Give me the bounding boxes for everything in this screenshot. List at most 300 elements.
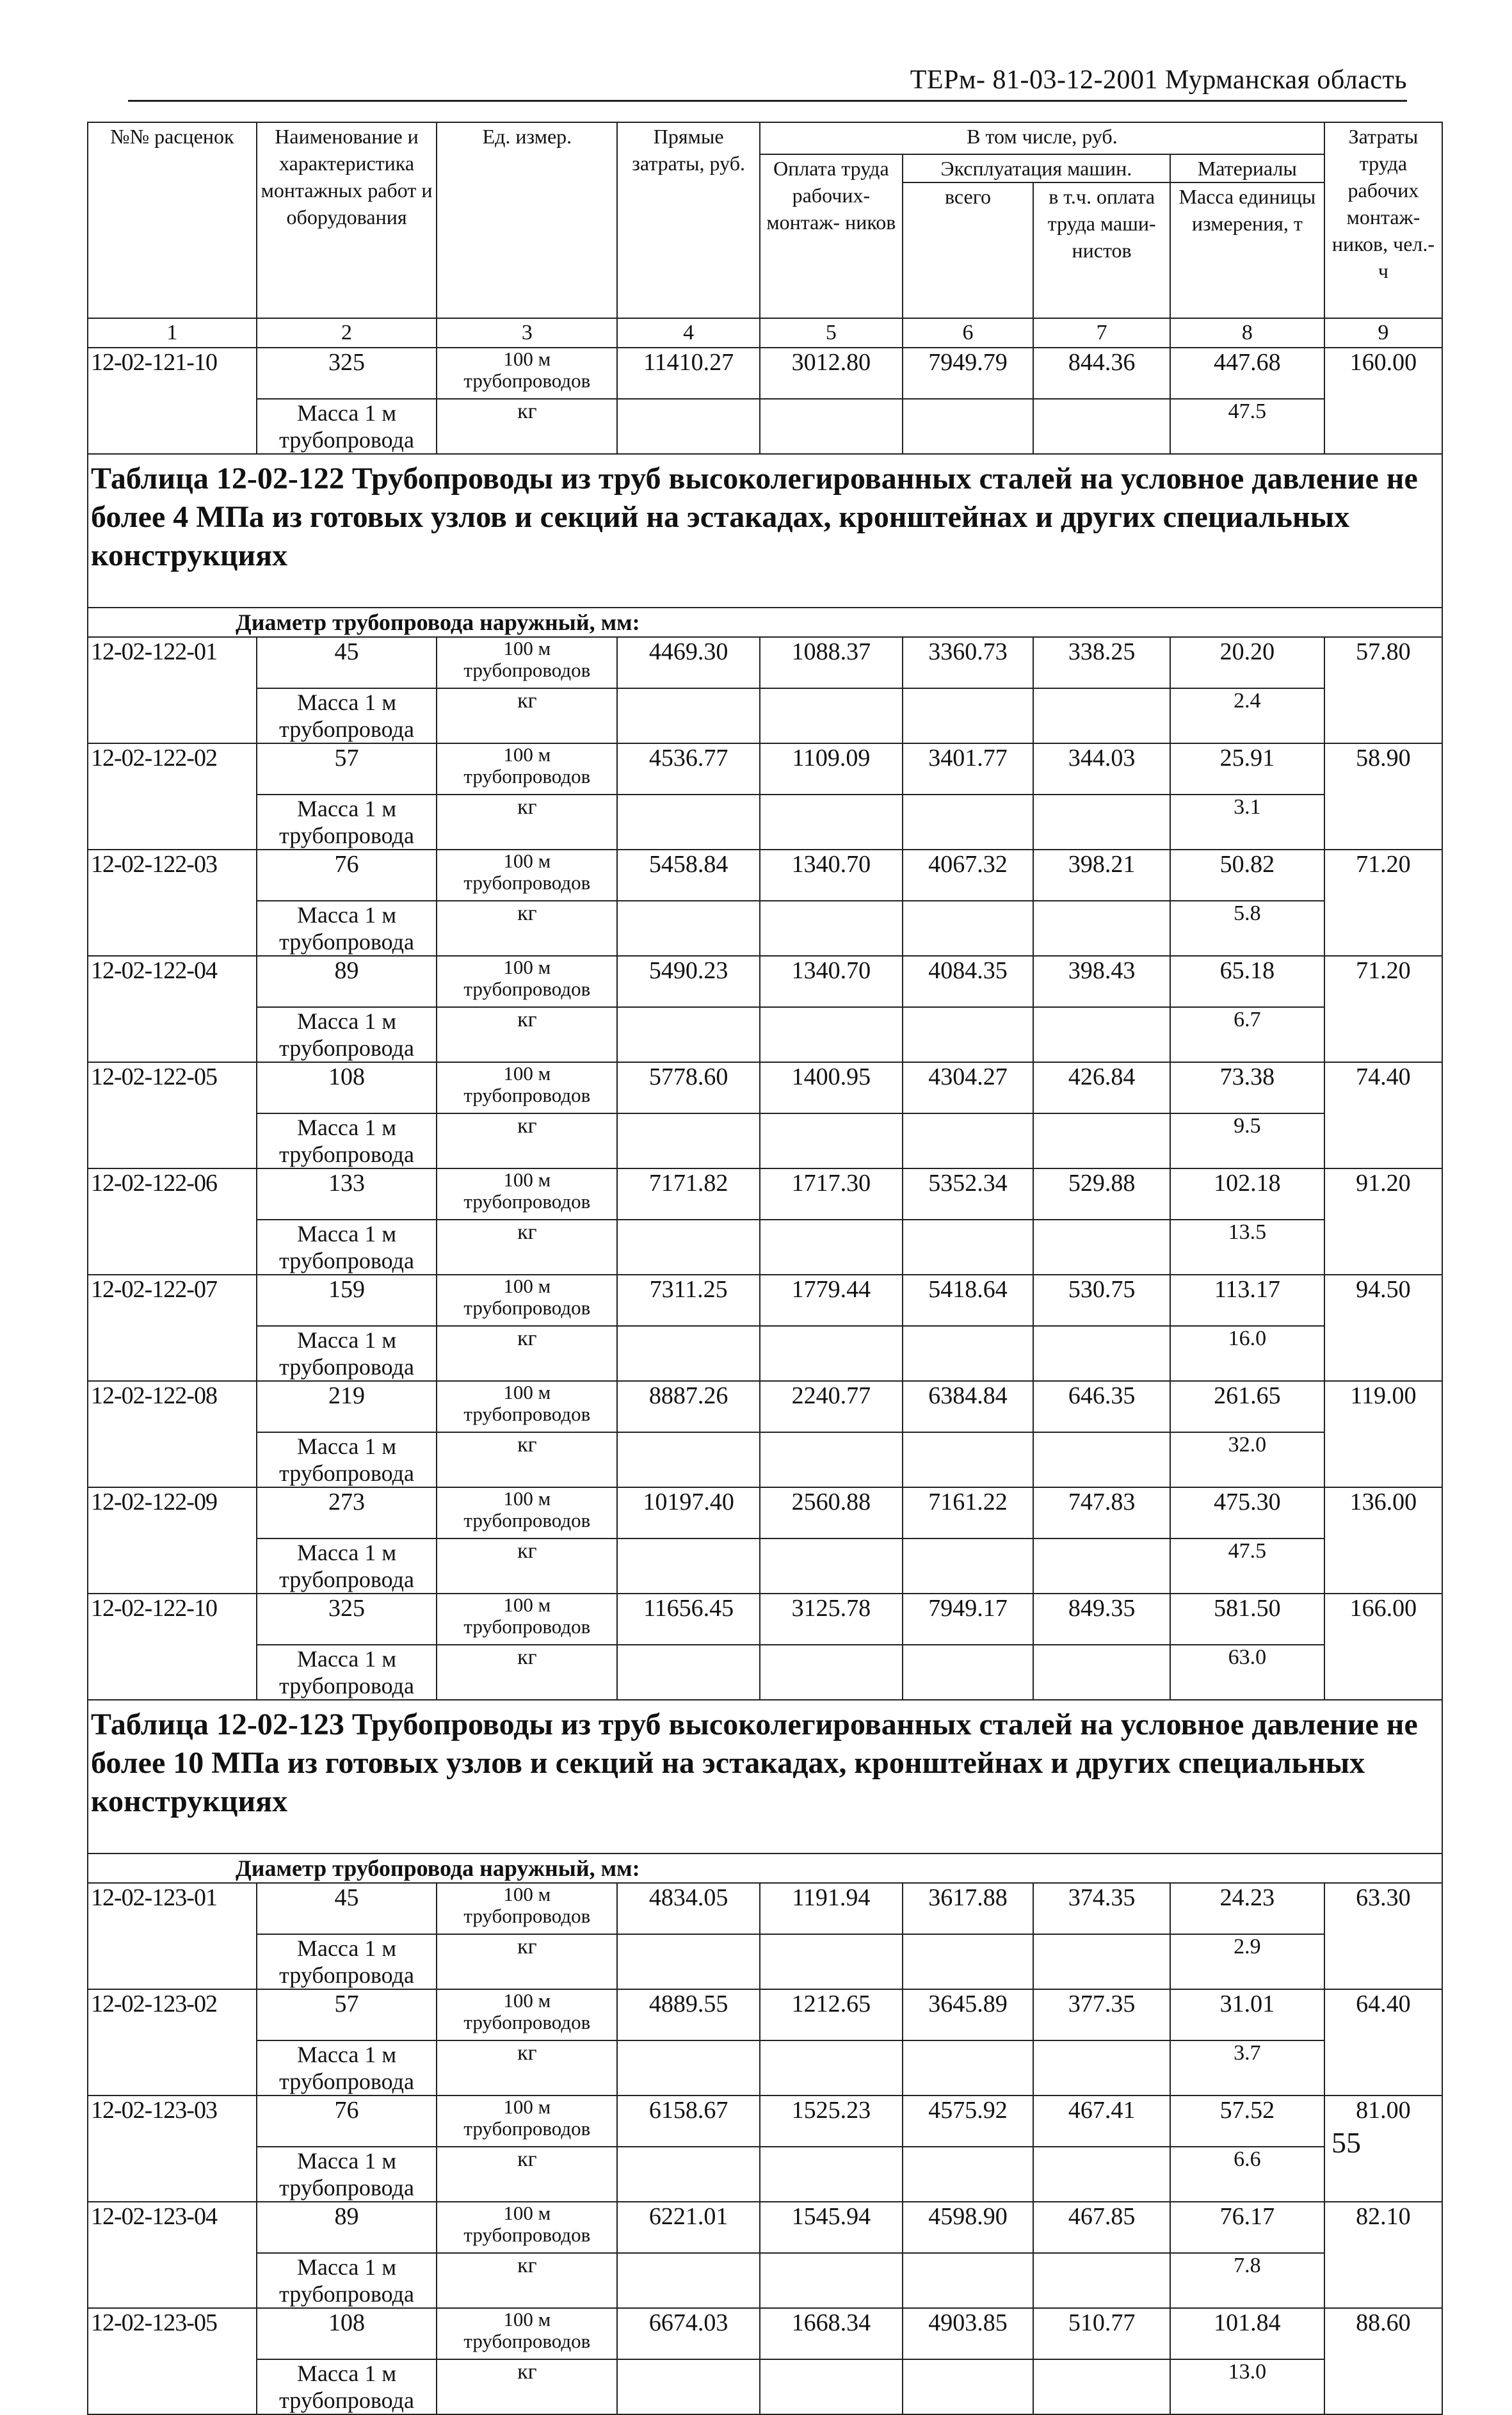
labor: 63.30: [1324, 1883, 1442, 1989]
empty-cell: [1033, 2040, 1170, 2096]
machines-total: 3360.73: [903, 637, 1034, 688]
machines-total: 3617.88: [903, 1883, 1034, 1934]
empty-cell: [760, 688, 903, 743]
mass-unit: кг: [437, 1007, 617, 1062]
col-labor-header: Затраты труда рабочих монтаж- ников, чел.-ч: [1324, 122, 1442, 318]
machines-wages: 849.35: [1033, 1594, 1170, 1645]
rate-code: 12-02-122-10: [88, 1594, 257, 1700]
machines-wages: 377.35: [1033, 1989, 1170, 2040]
machines-total: 4903.85: [903, 2308, 1034, 2359]
empty-cell: [903, 2359, 1034, 2414]
mass-unit: кг: [437, 795, 617, 850]
mass-label: Масса 1 м трубопровода: [257, 901, 437, 956]
table-row: [88, 1487, 1442, 1539]
empty-cell: [617, 1220, 760, 1275]
labor: 94.50: [1324, 1275, 1442, 1381]
mass-unit: кг: [437, 1432, 617, 1487]
empty-cell: [617, 1539, 760, 1594]
table-row: [88, 1168, 1442, 1220]
machines-total: 7949.17: [903, 1594, 1034, 1645]
materials: 73.38: [1170, 1062, 1324, 1113]
rate-unit: 100 м трубопроводов: [437, 2096, 617, 2147]
direct-costs: 5458.84: [617, 850, 760, 901]
empty-cell: [617, 2147, 760, 2202]
mass-value: 2.4: [1170, 688, 1324, 743]
empty-cell: [903, 1432, 1034, 1487]
wages: 1779.44: [760, 1275, 903, 1326]
direct-costs: 6674.03: [617, 2308, 760, 2359]
labor: 74.40: [1324, 1062, 1442, 1168]
rate-unit: 100 м трубопроводов: [437, 1487, 617, 1539]
rate-name: 57: [257, 1989, 437, 2040]
direct-costs: 7311.25: [617, 1275, 760, 1326]
empty-cell: [1033, 1539, 1170, 1594]
direct-costs: 5778.60: [617, 1062, 760, 1113]
labor: 82.10: [1324, 2202, 1442, 2308]
materials: 20.20: [1170, 637, 1324, 688]
col-wages-header: Оплата труда рабочих-монтаж- ников: [760, 154, 903, 318]
rate-name: 45: [257, 637, 437, 688]
empty-cell: [903, 1934, 1034, 1989]
table-row: [88, 1275, 1442, 1326]
column-number: 4: [617, 318, 760, 348]
column-number: 8: [1170, 318, 1324, 348]
mass-unit: кг: [437, 1220, 617, 1275]
rate-name: 108: [257, 2308, 437, 2359]
rate-name: 45: [257, 1883, 437, 1934]
empty-cell: [1033, 1007, 1170, 1062]
materials: 581.50: [1170, 1594, 1324, 1645]
col-machines-header: Эксплуатация машин.: [903, 154, 1170, 182]
mass-value: 3.1: [1170, 795, 1324, 850]
direct-costs: 7171.82: [617, 1168, 760, 1220]
empty-cell: [760, 2359, 903, 2414]
table-row: [88, 1883, 1442, 1934]
empty-cell: [903, 2040, 1034, 2096]
table-row: [88, 348, 1442, 399]
mass-label: Масса 1 м трубопровода: [257, 795, 437, 850]
empty-cell: [1033, 2359, 1170, 2414]
empty-cell: [903, 1645, 1034, 1700]
materials: 102.18: [1170, 1168, 1324, 1220]
direct-costs: 10197.40: [617, 1487, 760, 1539]
mass-label: Масса 1 м трубопровода: [257, 2040, 437, 2096]
rate-code: 12-02-122-07: [88, 1275, 257, 1381]
mass-row: [88, 1539, 1442, 1594]
rate-name: 273: [257, 1487, 437, 1539]
mass-row: [88, 1326, 1442, 1381]
labor: 91.20: [1324, 1168, 1442, 1275]
labor: 64.40: [1324, 1989, 1442, 2096]
machines-total: 7949.79: [903, 348, 1034, 399]
wages: 3012.80: [760, 348, 903, 399]
rate-name: 133: [257, 1168, 437, 1220]
rate-unit: 100 м трубопроводов: [437, 637, 617, 688]
empty-cell: [903, 1113, 1034, 1168]
mass-label: Масса 1 м трубопровода: [257, 1113, 437, 1168]
rate-unit: 100 м трубопроводов: [437, 850, 617, 901]
direct-costs: 11656.45: [617, 1594, 760, 1645]
mass-row: [88, 688, 1442, 743]
mass-row: [88, 1645, 1442, 1700]
empty-cell: [903, 795, 1034, 850]
mass-row: [88, 1934, 1442, 1989]
table-section: [88, 454, 1442, 1700]
empty-cell: [1033, 2147, 1170, 2202]
rate-unit: 100 м трубопроводов: [437, 1275, 617, 1326]
mass-value: 7.8: [1170, 2253, 1324, 2308]
empty-cell: [760, 1220, 903, 1275]
empty-cell: [1033, 1326, 1170, 1381]
labor: 71.20: [1324, 850, 1442, 956]
table-section: [88, 1700, 1442, 2414]
machines-wages: 844.36: [1033, 348, 1170, 399]
rate-unit: 100 м трубопроводов: [437, 1594, 617, 1645]
empty-cell: [1033, 1934, 1170, 1989]
table-row: [88, 637, 1442, 688]
column-number: 7: [1033, 318, 1170, 348]
mass-value: 2.9: [1170, 1934, 1324, 1989]
labor: 160.00: [1324, 348, 1442, 454]
machines-total: 4575.92: [903, 2096, 1034, 2147]
machines-total: 5352.34: [903, 1168, 1034, 1220]
rate-name: 76: [257, 850, 437, 901]
rate-name: 219: [257, 1381, 437, 1432]
column-numbers-row: [88, 318, 1442, 348]
empty-cell: [760, 1645, 903, 1700]
labor: 81.00: [1324, 2096, 1442, 2202]
labor: 58.90: [1324, 743, 1442, 850]
materials: 31.01: [1170, 1989, 1324, 2040]
table-row: [88, 1989, 1442, 2040]
materials: 113.17: [1170, 1275, 1324, 1326]
rate-unit: 100 м трубопроводов: [437, 1062, 617, 1113]
mass-label: Масса 1 м трубопровода: [257, 1539, 437, 1594]
table-row: [88, 2202, 1442, 2253]
empty-cell: [760, 1326, 903, 1381]
mass-value: 47.5: [1170, 399, 1324, 454]
mass-row: [88, 1432, 1442, 1487]
diameter-subheading: Диаметр трубопровода наружный, мм:: [88, 1854, 1442, 1883]
mass-value: 6.7: [1170, 1007, 1324, 1062]
empty-cell: [617, 2040, 760, 2096]
empty-cell: [760, 1934, 903, 1989]
rate-name: 89: [257, 2202, 437, 2253]
rate-code: 12-02-122-08: [88, 1381, 257, 1487]
empty-cell: [617, 2359, 760, 2414]
mass-unit: кг: [437, 399, 617, 454]
mass-value: 9.5: [1170, 1113, 1324, 1168]
machines-wages: 529.88: [1033, 1168, 1170, 1220]
mass-unit: кг: [437, 1539, 617, 1594]
mass-label: Масса 1 м трубопровода: [257, 2359, 437, 2414]
empty-cell: [760, 901, 903, 956]
materials: 24.23: [1170, 1883, 1324, 1934]
mass-label: Масса 1 м трубопровода: [257, 399, 437, 454]
mass-value: 13.5: [1170, 1220, 1324, 1275]
mass-label: Масса 1 м трубопровода: [257, 1326, 437, 1381]
wages: 1525.23: [760, 2096, 903, 2147]
direct-costs: 4536.77: [617, 743, 760, 795]
rate-unit: 100 м трубопроводов: [437, 348, 617, 399]
rate-code: 12-02-123-01: [88, 1883, 257, 1989]
rate-unit: 100 м трубопроводов: [437, 743, 617, 795]
machines-total: 4304.27: [903, 1062, 1034, 1113]
table-row: [88, 2308, 1442, 2359]
machines-total: 4084.35: [903, 956, 1034, 1007]
table-row: [88, 743, 1442, 795]
empty-cell: [760, 2147, 903, 2202]
rate-code: 12-02-122-01: [88, 637, 257, 743]
mass-row: [88, 1007, 1442, 1062]
mass-unit: кг: [437, 901, 617, 956]
direct-costs: 4469.30: [617, 637, 760, 688]
materials: 25.91: [1170, 743, 1324, 795]
empty-cell: [903, 1007, 1034, 1062]
mass-row: [88, 2040, 1442, 2096]
empty-cell: [617, 688, 760, 743]
empty-cell: [617, 901, 760, 956]
col-materials-header: Материалы: [1170, 154, 1324, 182]
mass-label: Масса 1 м трубопровода: [257, 1645, 437, 1700]
rate-name: 89: [257, 956, 437, 1007]
carryover-block: [88, 348, 1442, 454]
direct-costs: 4889.55: [617, 1989, 760, 2040]
empty-cell: [760, 1432, 903, 1487]
machines-wages: 374.35: [1033, 1883, 1170, 1934]
machines-wages: 338.25: [1033, 637, 1170, 688]
machines-wages: 510.77: [1033, 2308, 1170, 2359]
direct-costs: 6158.67: [617, 2096, 760, 2147]
mass-row: [88, 2147, 1442, 2202]
rate-code: 12-02-122-09: [88, 1487, 257, 1594]
col-unit-header: Ед. измер.: [437, 122, 617, 318]
machines-wages: 467.85: [1033, 2202, 1170, 2253]
column-number: 5: [760, 318, 903, 348]
rate-code: 12-02-122-04: [88, 956, 257, 1062]
empty-cell: [1033, 1432, 1170, 1487]
mass-label: Масса 1 м трубопровода: [257, 1220, 437, 1275]
empty-cell: [903, 1326, 1034, 1381]
empty-cell: [760, 2040, 903, 2096]
rate-unit: 100 м трубопроводов: [437, 2202, 617, 2253]
mass-label: Масса 1 м трубопровода: [257, 2147, 437, 2202]
rate-code: 12-02-123-02: [88, 1989, 257, 2096]
page-number: 55: [1331, 2126, 1361, 2159]
wages: 3125.78: [760, 1594, 903, 1645]
wages: 2560.88: [760, 1487, 903, 1539]
rate-unit: 100 м трубопроводов: [437, 1168, 617, 1220]
empty-cell: [617, 795, 760, 850]
column-number: 6: [903, 318, 1034, 348]
mass-label: Масса 1 м трубопровода: [257, 2253, 437, 2308]
wages: 1191.94: [760, 1883, 903, 1934]
col-incl-header: В том числе, руб.: [760, 122, 1324, 154]
col-mass-header: Масса единицы измерения, т: [1170, 182, 1324, 318]
empty-cell: [903, 2253, 1034, 2308]
mass-value: 5.8: [1170, 901, 1324, 956]
machines-wages: 398.43: [1033, 956, 1170, 1007]
machines-total: 3645.89: [903, 1989, 1034, 2040]
materials: 101.84: [1170, 2308, 1324, 2359]
table-title: Таблица 12-02-122 Трубопроводы из труб высоколегированных сталей на условное давление не более 4 МПа из готовых узлов и секций на эстакадах, кронштейнах и других специальных конструкциях: [88, 454, 1442, 608]
mass-unit: кг: [437, 2359, 617, 2414]
rate-unit: 100 м трубопроводов: [437, 1989, 617, 2040]
wages: 1400.95: [760, 1062, 903, 1113]
mass-unit: кг: [437, 2147, 617, 2202]
mass-row: [88, 2359, 1442, 2414]
mass-row: [88, 1113, 1442, 1168]
direct-costs: 5490.23: [617, 956, 760, 1007]
mass-label: Масса 1 м трубопровода: [257, 1934, 437, 1989]
column-number: 1: [88, 318, 257, 348]
mass-unit: кг: [437, 1645, 617, 1700]
mass-unit: кг: [437, 1113, 617, 1168]
wages: 1668.34: [760, 2308, 903, 2359]
rate-code: 12-02-122-06: [88, 1168, 257, 1275]
empty-cell: [903, 1539, 1034, 1594]
rate-code: 12-02-121-10: [88, 348, 257, 454]
rate-name: 57: [257, 743, 437, 795]
empty-cell: [760, 795, 903, 850]
mass-row: [88, 399, 1442, 454]
col-code-header: №№ расценок: [88, 122, 257, 318]
mass-unit: кг: [437, 1326, 617, 1381]
table-row: [88, 1594, 1442, 1645]
empty-cell: [1033, 2253, 1170, 2308]
machines-wages: 747.83: [1033, 1487, 1170, 1539]
table-row: [88, 1062, 1442, 1113]
materials: 447.68: [1170, 348, 1324, 399]
empty-cell: [617, 1645, 760, 1700]
mass-value: 16.0: [1170, 1326, 1324, 1381]
empty-cell: [1033, 688, 1170, 743]
materials: 65.18: [1170, 956, 1324, 1007]
rate-name: 325: [257, 348, 437, 399]
mass-value: 63.0: [1170, 1645, 1324, 1700]
table-row: [88, 1381, 1442, 1432]
running-header: ТЕРм- 81-03-12-2001 Мурманская область: [128, 64, 1407, 102]
machines-wages: 467.41: [1033, 2096, 1170, 2147]
labor: 119.00: [1324, 1381, 1442, 1487]
materials: 76.17: [1170, 2202, 1324, 2253]
machines-wages: 646.35: [1033, 1381, 1170, 1432]
empty-cell: [617, 1432, 760, 1487]
empty-cell: [1033, 1113, 1170, 1168]
empty-cell: [760, 1007, 903, 1062]
col-machines-wages-header: в т.ч. оплата труда маши- нистов: [1033, 182, 1170, 318]
mass-row: [88, 795, 1442, 850]
empty-cell: [1033, 1220, 1170, 1275]
wages: 1088.37: [760, 637, 903, 688]
rate-unit: 100 м трубопроводов: [437, 1883, 617, 1934]
materials: 50.82: [1170, 850, 1324, 901]
empty-cell: [903, 2147, 1034, 2202]
rate-code: 12-02-123-03: [88, 2096, 257, 2202]
mass-label: Масса 1 м трубопровода: [257, 1432, 437, 1487]
column-number: 9: [1324, 318, 1442, 348]
mass-row: [88, 2253, 1442, 2308]
col-direct-header: Прямые затраты, руб.: [617, 122, 760, 318]
wages: 1717.30: [760, 1168, 903, 1220]
mass-value: 47.5: [1170, 1539, 1324, 1594]
wages: 1212.65: [760, 1989, 903, 2040]
mass-unit: кг: [437, 688, 617, 743]
machines-wages: 530.75: [1033, 1275, 1170, 1326]
empty-cell: [617, 2253, 760, 2308]
empty-cell: [903, 1220, 1034, 1275]
machines-total: 3401.77: [903, 743, 1034, 795]
mass-row: [88, 901, 1442, 956]
wages: 1109.09: [760, 743, 903, 795]
rates-table: [87, 122, 1443, 2415]
column-number: 2: [257, 318, 437, 348]
empty-cell: [903, 688, 1034, 743]
labor: 166.00: [1324, 1594, 1442, 1700]
wages: 2240.77: [760, 1381, 903, 1432]
rate-code: 12-02-122-02: [88, 743, 257, 850]
table-header: [88, 122, 1442, 348]
mass-value: 13.0: [1170, 2359, 1324, 2414]
empty-cell: [1033, 1645, 1170, 1700]
materials: 57.52: [1170, 2096, 1324, 2147]
wages: 1340.70: [760, 956, 903, 1007]
table-row: [88, 850, 1442, 901]
rate-name: 108: [257, 1062, 437, 1113]
empty-cell: [760, 1113, 903, 1168]
rate-code: 12-02-123-05: [88, 2308, 257, 2414]
mass-label: Масса 1 м трубопровода: [257, 1007, 437, 1062]
direct-costs: 8887.26: [617, 1381, 760, 1432]
rate-name: 159: [257, 1275, 437, 1326]
rate-name: 76: [257, 2096, 437, 2147]
empty-cell: [760, 2253, 903, 2308]
machines-total: 4067.32: [903, 850, 1034, 901]
mass-row: [88, 1220, 1442, 1275]
empty-cell: [903, 901, 1034, 956]
direct-costs: 11410.27: [617, 348, 760, 399]
labor: 88.60: [1324, 2308, 1442, 2414]
table-title: Таблица 12-02-123 Трубопроводы из труб высоколегированных сталей на условное давление не более 10 МПа из готовых узлов и секций на эстакадах, кронштейнах и других специальных конструкциях: [88, 1700, 1442, 1854]
machines-total: 4598.90: [903, 2202, 1034, 2253]
empty-cell: [1033, 901, 1170, 956]
empty-cell: [1033, 795, 1170, 850]
wages: 1545.94: [760, 2202, 903, 2253]
mass-value: 6.6: [1170, 2147, 1324, 2202]
rate-code: 12-02-123-04: [88, 2202, 257, 2308]
col-machines-total-header: всего: [903, 182, 1034, 318]
rate-name: 325: [257, 1594, 437, 1645]
machines-total: 7161.22: [903, 1487, 1034, 1539]
mass-value: 3.7: [1170, 2040, 1324, 2096]
mass-value: 32.0: [1170, 1432, 1324, 1487]
rate-unit: 100 м трубопроводов: [437, 1381, 617, 1432]
diameter-subheading: Диаметр трубопровода наружный, мм:: [88, 608, 1442, 637]
rate-unit: 100 м трубопроводов: [437, 2308, 617, 2359]
mass-unit: кг: [437, 1934, 617, 1989]
rate-code: 12-02-122-05: [88, 1062, 257, 1168]
machines-total: 5418.64: [903, 1275, 1034, 1326]
machines-total: 6384.84: [903, 1381, 1034, 1432]
table-row: [88, 2096, 1442, 2147]
empty-cell: [617, 1934, 760, 1989]
empty-cell: [617, 1326, 760, 1381]
materials: 261.65: [1170, 1381, 1324, 1432]
machines-wages: 344.03: [1033, 743, 1170, 795]
rate-code: 12-02-122-03: [88, 850, 257, 956]
mass-unit: кг: [437, 2253, 617, 2308]
empty-cell: [760, 1539, 903, 1594]
